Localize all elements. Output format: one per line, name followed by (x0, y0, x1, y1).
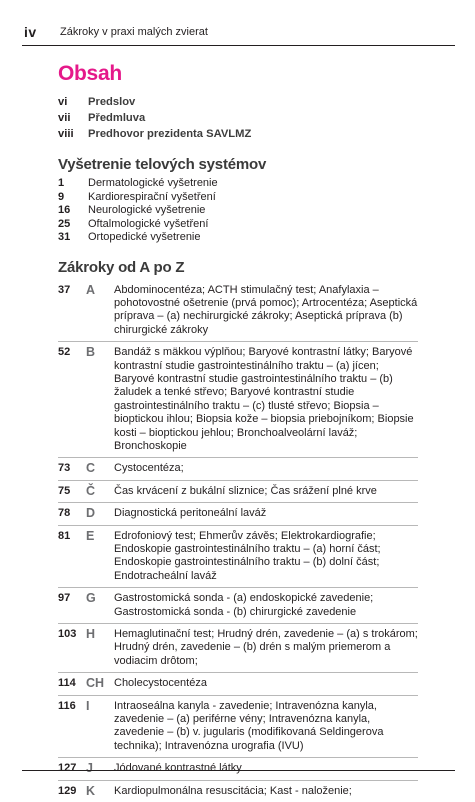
entry-label: Predhovor prezidenta SAVLMZ (88, 126, 251, 142)
list-item[interactable] (58, 781, 418, 802)
entry-label: Diagnostická peritoneální laváž (114, 507, 418, 520)
list-item[interactable] (58, 458, 418, 480)
section-heading-systems: Vyšetrenie telových systémov (58, 156, 418, 173)
section-letter: A (86, 284, 114, 338)
entry-label: Abdominocentéza; ACTH stimulačný test; Anafylaxia – pohotovostné ošetrenie (prvá pomoc); Artrocentéza; Aseptická príprava – (a) nechirurgické zákroky; Aseptická príprava (b) chirurgické zákroky (114, 284, 418, 338)
list-item[interactable] (58, 624, 418, 673)
entry-label: Edrofoniový test; Ehmerův závěs; Elektrokardiografie; Endoskopie gastrointestinálního traktu – (a) horní část; Endoskopie gastrointestinálního traktu – (b) dolní část; Endotracheální laváž (114, 530, 418, 584)
list-item[interactable] (58, 280, 418, 343)
section-letter: CH (86, 677, 114, 690)
page-ref: 129 (58, 785, 86, 798)
list-item[interactable] (58, 696, 418, 759)
page-ref: 9 (58, 191, 88, 205)
entry-label: Čas krvácení z bukální sliznice; Čas srážení plné krve (114, 485, 418, 498)
list-item[interactable] (58, 177, 418, 191)
section-letter: B (86, 346, 114, 453)
section-letter: G (86, 592, 114, 619)
page-ref: 75 (58, 485, 86, 498)
entry-label: Kardiopulmonálna resuscitácia; Kast - naloženie; (114, 785, 418, 798)
page-ref: 97 (58, 592, 86, 619)
entry-label: Gastrostomická sonda - (a) endoskopické zavedenie; Gastrostomická sonda - (b) chirurgické zavedenie (114, 592, 418, 619)
entry-label: Předmluva (88, 110, 145, 126)
page-ref: 103 (58, 628, 86, 668)
entry-label: Bandáž s mäkkou výplňou; Baryové kontrastní látky; Baryové kontrastní studie gastrointestinálního traktu – (a) jícen; Baryové kontrastní studie gastrointestinálního traktu – (b) žaludek a tenké střevo; Baryové kontrastní studie gastrointestinálního traktu – (c) tlusté střevo; Biopsia – bioptickou ihlou; Biopsia kože – biopsia priebojníkom; Biopsie kosti – bioptickou jehlou; Bronchoalveolární laváž; Bronchoskopie (114, 346, 418, 453)
list-item[interactable] (58, 481, 418, 503)
list-item[interactable] (58, 342, 418, 458)
page-ref: 73 (58, 462, 86, 475)
running-head (22, 23, 455, 46)
page-number: iv (24, 24, 37, 40)
book-title: Zákroky v praxi malých zvierat (60, 26, 208, 38)
section-heading-procedures: Zákroky od A po Z (58, 259, 418, 276)
section-letter: E (86, 530, 114, 584)
page-ref: viii (58, 126, 88, 142)
list-item[interactable] (58, 588, 418, 624)
page-ref: 52 (58, 346, 86, 453)
page-ref: 31 (58, 231, 88, 245)
section-letter: D (86, 507, 114, 520)
entry-label: Dermatologické vyšetrenie (88, 177, 218, 191)
page-ref: 1 (58, 177, 88, 191)
entry-label: Cystocentéza; (114, 462, 418, 475)
section-letter: C (86, 462, 114, 475)
list-item[interactable] (58, 231, 418, 245)
section-letter: Č (86, 485, 114, 498)
front-matter-list (58, 94, 418, 142)
page-ref: 37 (58, 284, 86, 338)
table-of-contents (58, 62, 418, 802)
list-item[interactable] (58, 503, 418, 525)
systems-list (58, 177, 418, 245)
list-item[interactable] (58, 526, 418, 589)
toc-title: Obsah (58, 62, 418, 86)
section-letter: I (86, 700, 114, 754)
entry-label: Jódované kontrastné látky (114, 762, 418, 775)
entry-label: Oftalmologické vyšetření (88, 218, 208, 232)
page-ref: 16 (58, 204, 88, 218)
procedures-list (58, 280, 418, 802)
section-letter: J (86, 762, 114, 775)
list-item[interactable] (58, 126, 418, 142)
section-letter: H (86, 628, 114, 668)
page-ref: 78 (58, 507, 86, 520)
page-ref: 127 (58, 762, 86, 775)
page-ref: vii (58, 110, 88, 126)
list-item[interactable] (58, 191, 418, 205)
page-ref: 25 (58, 218, 88, 232)
list-item[interactable] (58, 94, 418, 110)
entry-label: Kardiorespirační vyšetření (88, 191, 216, 205)
list-item[interactable] (58, 673, 418, 695)
entry-label: Cholecystocentéza (114, 677, 418, 690)
entry-label: Predslov (88, 94, 135, 110)
list-item[interactable] (58, 110, 418, 126)
bottom-divider (22, 770, 455, 771)
list-item[interactable] (58, 218, 418, 232)
entry-label: Neurologické vyšetrenie (88, 204, 205, 218)
page-ref: 116 (58, 700, 86, 754)
section-letter: K (86, 785, 114, 798)
page-ref: 114 (58, 677, 86, 690)
list-item[interactable] (58, 204, 418, 218)
entry-label: Hemaglutinační test; Hrudný drén, zavedenie – (a) s trokárom; Hrudný drén, zavedenie – (b) drén s malým priemerom a vodiacim drôtom; (114, 628, 418, 668)
entry-label: Ortopedické vyšetrenie (88, 231, 201, 245)
page-ref: vi (58, 94, 88, 110)
page-ref: 81 (58, 530, 86, 584)
entry-label: Intraoseálna kanyla - zavedenie; Intravenózna kanyla, zavedenie – (a) periférne vény; Intravenózna kanyla, zavedenie – (b) v. jugularis (modifikovaná Seldingerova technika); Intravenózna urografia (IVU) (114, 700, 418, 754)
